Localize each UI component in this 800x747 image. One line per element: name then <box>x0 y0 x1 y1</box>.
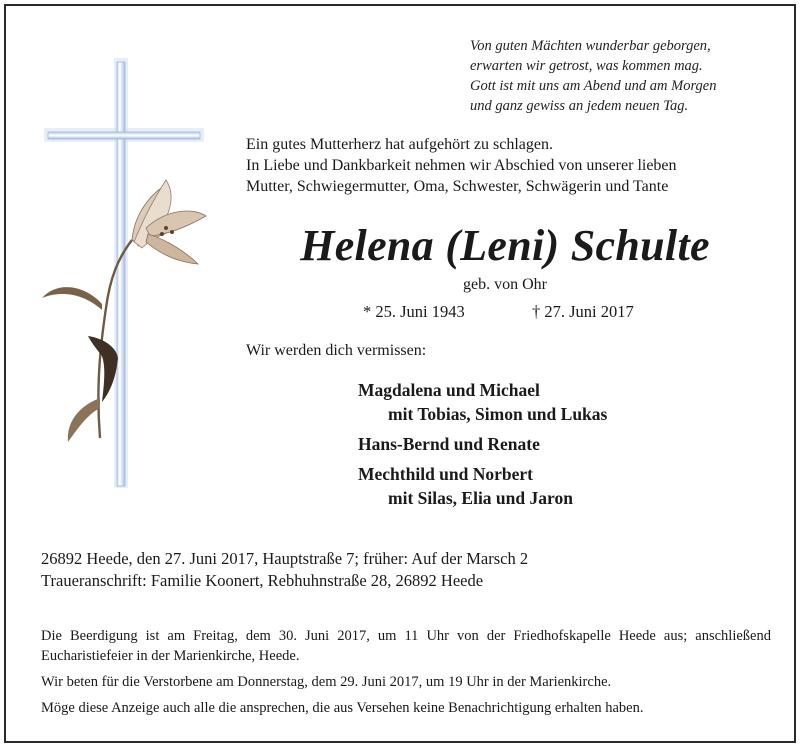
intro-text <box>246 134 677 197</box>
intro-line: Ein gutes Mutterherz hat aufgehört zu schlagen. <box>246 136 553 153</box>
family-main: Magdalena und Michael <box>358 380 540 400</box>
family-group <box>358 378 607 426</box>
poem-line: Gott ist mit uns am Abend und am Morgen <box>470 78 717 94</box>
address-line: Traueranschrift: Familie Koonert, Rebhuhnstraße 28, 26892 Heede <box>41 571 484 590</box>
funeral-note: Möge diese Anzeige auch alle die ansprechen, die aus Versehen keine Benachrichtigung erhalten haben. <box>41 700 644 716</box>
family-group <box>358 432 607 456</box>
address-line: 26892 Heede, den 27. Juni 2017, Hauptstraße 7; früher: Auf der Marsch 2 <box>41 549 529 568</box>
intro-line: Mutter, Schwiegermutter, Oma, Schwester, Schwägerin und Tante <box>246 178 669 195</box>
poem-line: Von guten Mächten wunderbar geborgen, <box>470 38 711 54</box>
family-sub: mit Tobias, Simon und Lukas <box>388 404 608 424</box>
funeral-notes <box>41 626 771 718</box>
cross-with-lily-icon <box>28 58 228 498</box>
family-list <box>358 378 607 516</box>
family-main: Hans-Bernd und Renate <box>358 434 540 454</box>
address-block <box>41 548 528 592</box>
family-sub: mit Silas, Elia und Jaron <box>388 488 573 508</box>
poem-line: und ganz gewiss an jedem neuen Tag. <box>470 98 689 114</box>
funeral-note: Die Beerdigung ist am Freitag, dem 30. Juni 2017, um 11 Uhr von der Friedhofskapelle Heede aus; anschließend Eucharistiefeier in der Marienkirche, Heede. <box>41 628 771 664</box>
poem <box>470 36 790 116</box>
death-date: † 27. Juni 2017 <box>532 302 634 321</box>
poem-line: erwarten wir getrost, was kommen mag. <box>470 58 703 74</box>
family-group <box>358 462 607 510</box>
mourners-heading: Wir werden dich vermissen: <box>246 342 427 359</box>
maiden-name: geb. von Ohr <box>463 276 547 293</box>
intro-line: In Liebe und Dankbarkeit nehmen wir Abschied von unserer lieben <box>246 157 677 174</box>
deceased-name: Helena (Leni) Schulte <box>300 221 710 270</box>
family-main: Mechthild und Norbert <box>358 464 533 484</box>
funeral-note: Wir beten für die Verstorbene am Donnerstag, dem 29. Juni 2017, um 19 Uhr in der Marienkirche. <box>41 674 612 690</box>
birth-date: * 25. Juni 1943 <box>363 302 465 321</box>
